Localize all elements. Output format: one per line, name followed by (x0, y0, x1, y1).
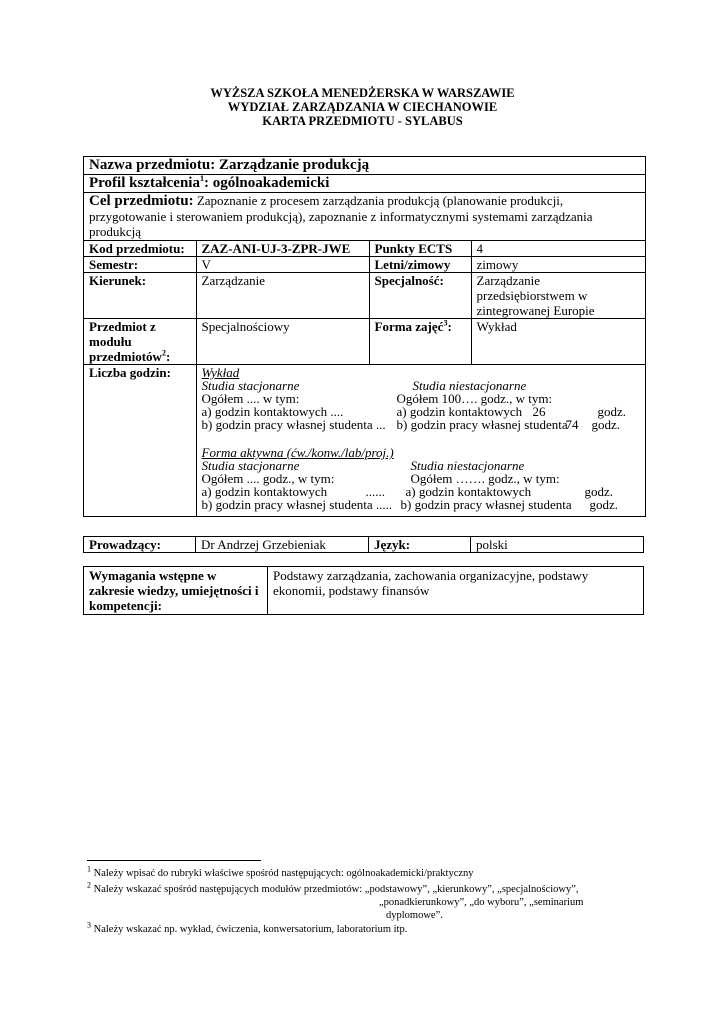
footnote-2-text: Należy wskazać spośród następujących modułów przedmiotów: „podstawowy”, „kierunkowy”, „specjalnościowy”, (93, 884, 579, 895)
direction-label: Kierunek: (84, 273, 196, 319)
active-pt-total: Ogółem ……. godz., w tym: (410, 471, 560, 486)
teacher-table (83, 536, 644, 553)
module-label: Przedmiot z modułu przedmiotów (89, 319, 162, 364)
ects-label: Punkty ECTS (369, 241, 471, 257)
lecture-pt-self-value: 74 (565, 417, 579, 432)
lecture-full-time-heading: Studia stacjonarne (201, 378, 300, 393)
active-pt-self: b) godzin pracy własnej studenta (400, 497, 572, 512)
specialty-label: Specjalność: (369, 273, 471, 319)
footnote-1-number: 1 (87, 864, 91, 874)
footnote-ref-2: 2 (161, 348, 166, 358)
requirements-label: Wymagania wstępne w zakresie wiedzy, umiejętności i kompetencji: (84, 567, 268, 615)
active-full-time-heading: Studia stacjonarne (201, 458, 300, 473)
active-ft-self: b) godzin pracy własnej studenta ..... (201, 497, 393, 512)
active-pt-contact-unit: godz. (584, 484, 614, 499)
teacher-value: Dr Andrzej Grzebieniak (196, 537, 369, 553)
semester-label: Semestr: (84, 257, 196, 273)
specialty-value: Zarządzanie przedsiębiorstwem w zintegrowanej Europie (471, 273, 645, 319)
footnote-divider (87, 860, 261, 861)
module-value: Specjalnościowy (196, 319, 369, 365)
teacher-row (84, 537, 644, 553)
form-label: Forma zajęć (374, 319, 444, 334)
footnote-1 (87, 864, 474, 880)
code-label: Kod przedmiotu: (84, 241, 196, 257)
module-row (84, 319, 645, 365)
code-row (84, 241, 645, 257)
document-header (0, 86, 725, 128)
course-card (83, 156, 646, 517)
school-name: WYŻSZA SZKOŁA MENEDŻERSKA W WARSZAWIE (210, 86, 515, 100)
course-name-value: Zarządzanie produkcją (218, 157, 370, 173)
faculty-name: WYDZIAŁ ZARZĄDZANIA W CIECHANOWIE (227, 100, 498, 114)
direction-value: Zarządzanie (196, 273, 369, 319)
lecture-pt-total: Ogółem 100…. godz., w tym: (396, 391, 553, 406)
course-details-table (84, 241, 645, 516)
lecture-part-time-heading: Studia niestacjonarne (412, 378, 527, 393)
footnote-2 (87, 880, 579, 896)
direction-row (84, 273, 645, 319)
lecture-pt-self-unit: godz. (591, 417, 621, 432)
ects-value: 4 (471, 241, 645, 257)
module-label-cell: Przedmiot z modułu przedmiotów$^2$: (84, 319, 196, 365)
lecture-ft-contact: a) godzin kontaktowych .... (201, 404, 344, 419)
active-form-title: Forma aktywna (ćw./konw./lab/proj.) (201, 445, 394, 460)
profile-label: Profil kształcenia (89, 175, 200, 191)
form-label-cell: Forma zajęć$^3$: (369, 319, 471, 365)
footnote-2-continuation-2: dyplomowe”. (386, 910, 443, 921)
requirements-row (84, 567, 644, 615)
lecture-title: Wykład (201, 365, 240, 380)
footnote-3-number: 3 (87, 920, 91, 930)
requirements-table (83, 566, 644, 615)
season-label: Letni/zimowy (369, 257, 471, 273)
language-label: Język: (369, 537, 471, 553)
active-ft-total: Ogółem .... godz., w tym: (201, 471, 335, 486)
semester-row (84, 257, 645, 273)
footnote-2-number: 2 (87, 880, 91, 890)
footnote-ref-1: 1 (199, 174, 204, 183)
active-pt-contact: a) godzin kontaktowych (405, 484, 532, 499)
goal-row (84, 193, 645, 241)
lecture-ft-self: b) godzin pracy własnej studenta ... (201, 417, 386, 432)
code-value: ZAZ-ANI-UJ-3-ZPR-JWE (196, 241, 369, 257)
hours-breakdown (196, 365, 645, 517)
lecture-ft-total: Ogółem .... w tym: (201, 391, 300, 406)
active-ft-contact-dots: ...... (365, 484, 385, 499)
language-value: polski (471, 537, 644, 553)
footnote-ref-3: 3 (443, 318, 448, 328)
course-name-label: Nazwa przedmiotu: (89, 157, 216, 173)
active-ft-contact: a) godzin kontaktowych (201, 484, 328, 499)
lecture-pt-self: b) godzin pracy własnej studenta (396, 417, 568, 432)
profile-row (84, 175, 645, 193)
semester-value: V (196, 257, 369, 273)
lecture-pt-contact-value: 26 (532, 404, 546, 419)
footnote-3-text: Należy wskazać np. wykład, ćwiczenia, konwersatorium, laboratorium itp. (93, 924, 408, 935)
course-name-row (84, 157, 645, 175)
hours-label: Liczba godzin: (84, 365, 196, 517)
goal-text: Zapoznanie z procesem zarządzania produkcją (planowanie produkcji, przygotowanie i sterowaniem produkcją), zapoznanie z informatycznymi systemami zarządzania produkcją (89, 193, 593, 239)
form-value: Wykład (471, 319, 645, 365)
active-part-time-heading: Studia niestacjonarne (410, 458, 525, 473)
requirements-value: Podstawy zarządzania, zachowania organizacyjne, podstawy ekonomii, podstawy finansów (268, 567, 644, 615)
footnote-1-text: Należy wpisać do rubryki właściwe spośród następujących: ogólnoakademicki/praktyczny (93, 868, 474, 879)
profile-value: : ogólnoakademicki (203, 175, 330, 191)
lecture-pt-contact: a) godzin kontaktowych (396, 404, 523, 419)
footnote-3 (87, 920, 408, 936)
season-value: zimowy (471, 257, 645, 273)
lecture-pt-contact-unit: godz. (597, 404, 627, 419)
goal-label: Cel przedmiotu: (89, 193, 194, 209)
active-pt-self-unit: godz. (589, 497, 619, 512)
teacher-label: Prowadzący: (84, 537, 196, 553)
hours-row (84, 365, 645, 517)
document-title: KARTA PRZEDMIOTU - SYLABUS (262, 114, 463, 128)
footnote-2-continuation: „ponadkierunkowy”, „do wyboru”, „seminarium (379, 897, 584, 908)
